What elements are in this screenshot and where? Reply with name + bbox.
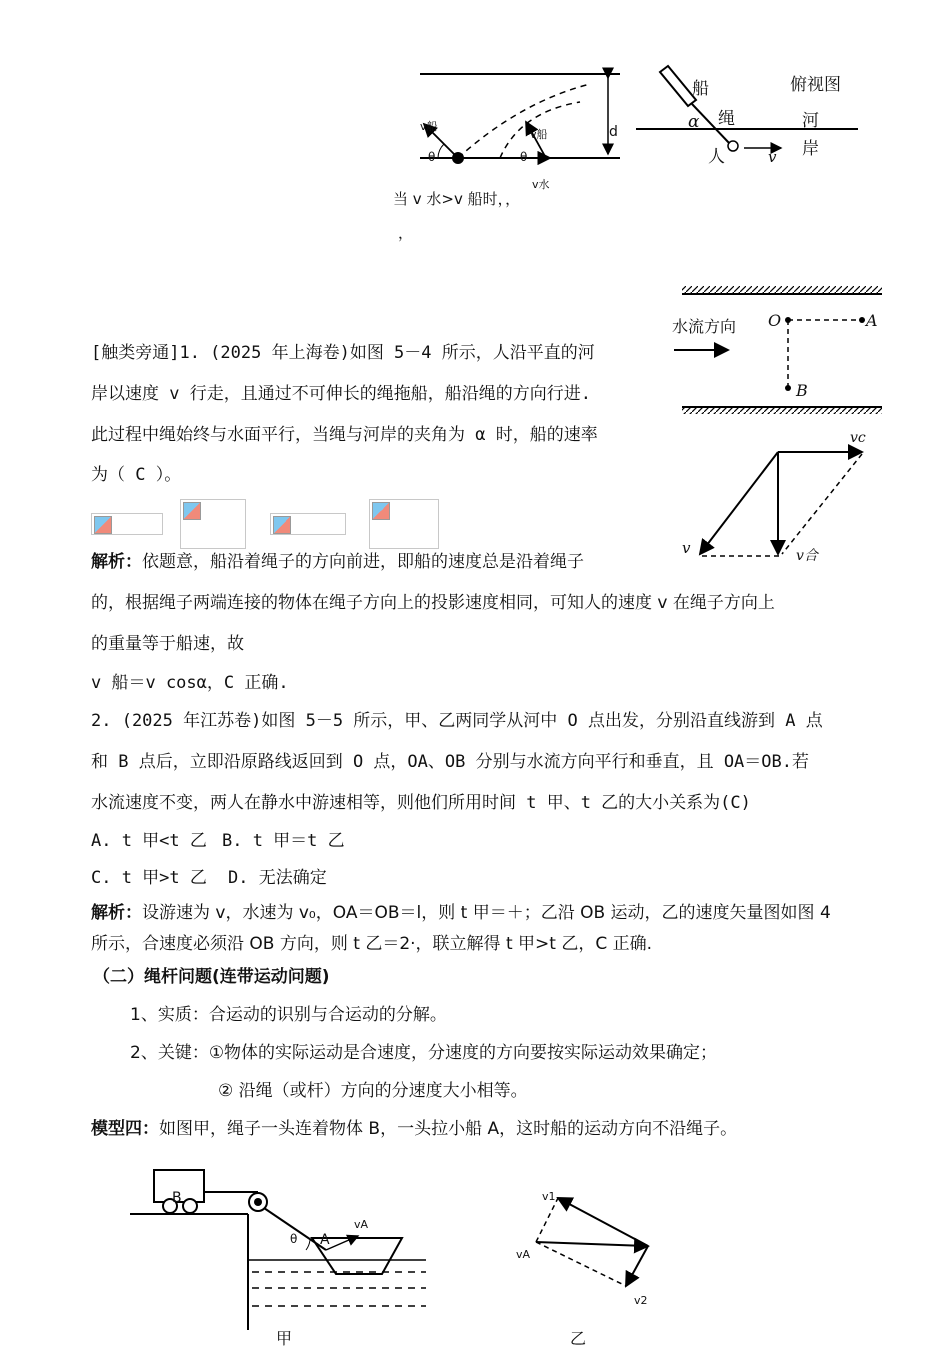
option-image-a: [91, 513, 163, 535]
label-v: v: [768, 148, 777, 166]
label-boat: 船: [692, 79, 709, 99]
label-alpha: α: [688, 112, 700, 132]
option-d: D. 无法确定: [228, 868, 327, 888]
option-b: B. t 甲＝t 乙: [222, 831, 345, 851]
label-bank: 岸: [802, 139, 819, 159]
label-top-view: 俯视图: [790, 75, 841, 95]
option-image-d: [369, 499, 439, 549]
label-theta-1: θ: [428, 150, 436, 164]
broken-image-icon: [183, 502, 201, 520]
item-3: ② 沿绳（或杆）方向的分速度大小相等。: [218, 1081, 528, 1101]
label-v1: v1: [542, 1190, 556, 1203]
caption-jia: 甲: [276, 1329, 293, 1348]
item-1: 1、实质：合运动的识别与合运动的分解。: [130, 1005, 447, 1025]
analysis-2-line-1: 解析：设游速为 v，水速为 v₀，OA＝OB＝l，则 t 甲＝＋；乙沿 OB 运动，乙的速度矢量图如图 4: [91, 903, 831, 923]
caption-yi: 乙: [570, 1329, 587, 1348]
label-v-vec: v: [682, 539, 691, 557]
analysis-1-line-2: 的，根据绳子两端连接的物体在绳子方向上的投影速度相同，可知人的速度 v 在绳子方向上: [91, 593, 775, 613]
broken-image-icon: [94, 516, 112, 534]
label-vc: vc: [850, 430, 866, 446]
label-d: d: [609, 124, 618, 140]
item-2: 2、关键：①物体的实际运动是合速度，分速度的方向要按实际运动效果确定；: [130, 1043, 718, 1063]
figure-caption: 当 v 水>v 船时，，: [393, 190, 521, 208]
label-v-boat: v船: [420, 120, 438, 133]
problem-1-line-2: 岸以速度 v 行走，且通过不可伸长的绳拖船，船沿绳的方向行进.: [91, 384, 591, 404]
label-theta-2: θ: [520, 150, 528, 164]
option-c: C. t 甲>t 乙: [91, 868, 207, 888]
label-boat-a: A: [320, 1232, 330, 1248]
label-river: 河: [802, 111, 819, 131]
option-image-c: [270, 513, 346, 535]
option-image-b: [180, 499, 246, 549]
analysis-label: 解析：: [91, 552, 142, 572]
label-B: B: [796, 381, 808, 400]
label-v-water: v水: [532, 178, 550, 191]
problem-1-line-4: 为（ C ）。: [91, 465, 182, 485]
analysis-1-line-1: 解析：依题意，船沿着绳子的方向前进，即船的速度总是沿着绳子: [91, 552, 584, 572]
analysis-2-line-2: 所示，合速度必须沿 OB 方向，则 t 乙＝2·，联立解得 t 甲>t 乙，C 正确.: [91, 934, 653, 954]
analysis-label-2: 解析：: [91, 903, 142, 923]
problem-2-line-2: 和 B 点后，立即沿原路线返回到 O 点，OA、OB 分别与水流方向平行和垂直，且 OA＝OB.若: [91, 752, 809, 772]
problem-2-line-3: 水流速度不变，两人在静水中游速相等，则他们所用时间 t 甲、t 乙的大小关系为(C): [91, 793, 751, 813]
model-4-line: 模型四：如图甲，绳子一头连着物体 B，一头拉小船 A，这时船的运动方向不沿绳子。: [91, 1119, 738, 1139]
label-rope: 绳: [718, 109, 735, 129]
label-A: A: [866, 311, 878, 330]
velocity-vector-figure: [680, 430, 880, 570]
model-4-label: 模型四：: [91, 1119, 159, 1139]
river-oab-figure: [668, 280, 888, 420]
river-crossing-figure: [410, 62, 630, 192]
analysis-1-line-3: 的重量等于船速，故: [91, 634, 244, 654]
problem-1-line-1: [触类旁通]1. (2025 年上海卷)如图 5－4 所示，人沿平直的河: [91, 343, 595, 363]
label-v-he: v合: [796, 548, 818, 564]
broken-image-icon: [273, 516, 291, 534]
label-v2: v2: [634, 1294, 648, 1307]
label-flow-direction: 水流方向: [672, 317, 737, 336]
option-a: A. t 甲<t 乙: [91, 831, 207, 851]
problem-1-line-3: 此过程中绳始终与水面平行，当绳与河岸的夹角为 α 时，船的速率: [91, 425, 598, 445]
analysis-1-line-4: v 船＝v cosα，C 正确.: [91, 673, 289, 693]
label-O: O: [768, 311, 782, 330]
section-heading: （二）绳杆问题(连带运动问题): [93, 967, 330, 987]
label-va-yi: vA: [516, 1248, 531, 1261]
figure-caption-2: ，: [398, 224, 414, 242]
problem-2-line-1: 2. (2025 年江苏卷)如图 5－5 所示，甲、乙两同学从河中 O 点出发，分别沿直线游到 A 点: [91, 711, 823, 731]
label-theta-jia: θ: [290, 1232, 298, 1246]
label-va-jia: vA: [354, 1218, 369, 1231]
label-cart-b: B: [172, 1190, 182, 1206]
figure-yi: [500, 1180, 670, 1310]
figure-jia: [126, 1160, 436, 1330]
label-person: 人: [708, 147, 725, 167]
label-v-boat-2: v船: [530, 128, 548, 141]
broken-image-icon: [372, 502, 390, 520]
